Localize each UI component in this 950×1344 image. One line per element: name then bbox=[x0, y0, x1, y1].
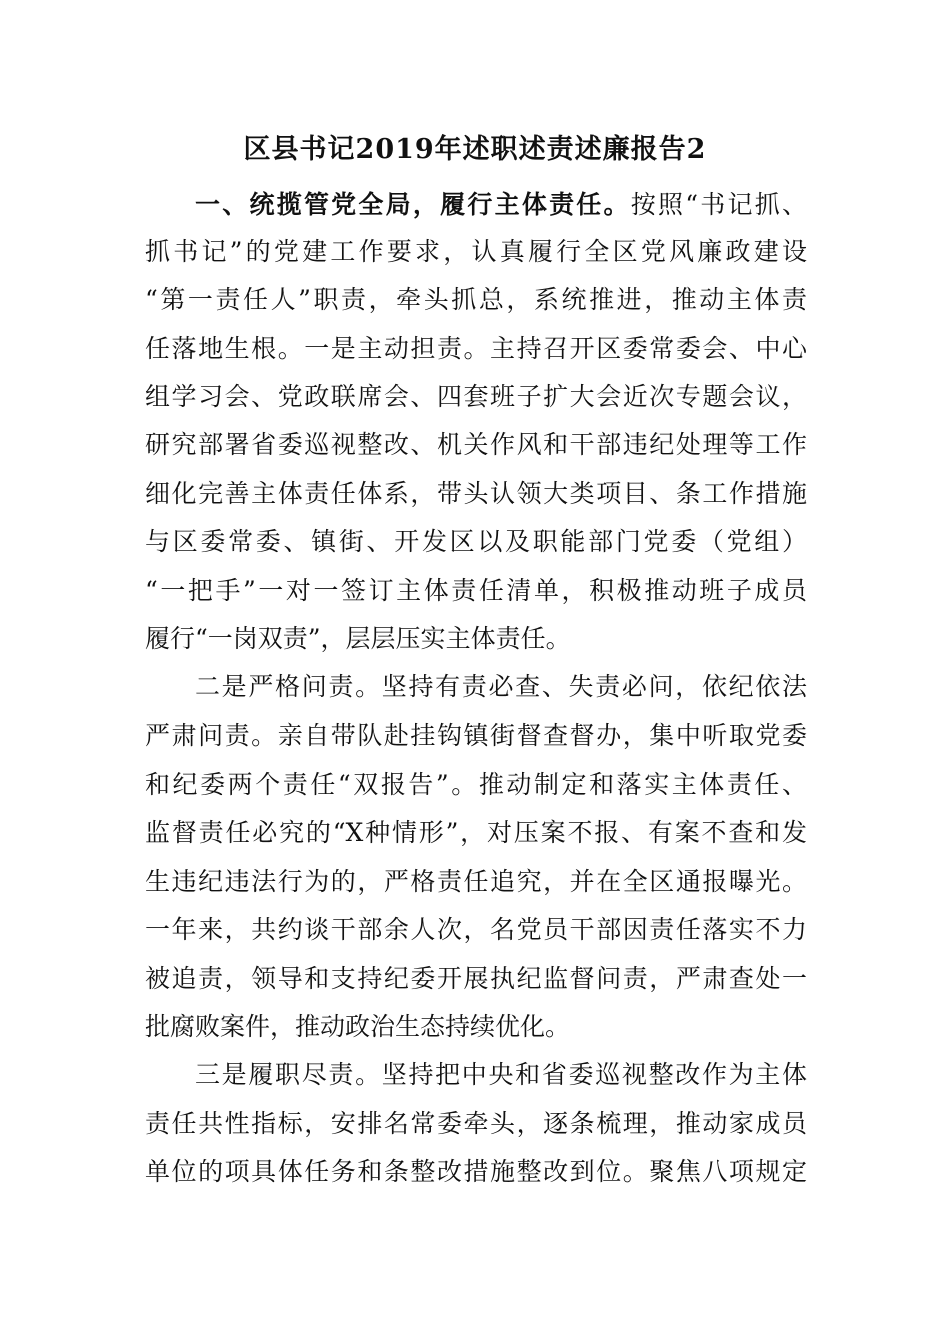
paragraph-line: 和纪委两个责任“双报告”。推动制定和落实主体责任、 bbox=[145, 770, 807, 799]
paragraph-line: 被追责，领导和支持纪委开展执纪监督问责，严肃查处一 bbox=[145, 964, 807, 993]
section-heading: 一、统揽管党全局，履行主体责任。 bbox=[195, 190, 631, 219]
line-text: 按照“书记抓、 bbox=[630, 190, 807, 219]
paragraph-line: 履行“一岗双责”，层层压实主体责任。 bbox=[145, 624, 571, 653]
paragraph-line: 研究部署省委巡视整改、机关作风和干部违纪处理等工作 bbox=[145, 430, 807, 459]
paragraph-line: 严肃问责。亲自带队赴挂钩镇街督查督办，集中听取党委 bbox=[145, 721, 807, 750]
paragraph-line: “第一责任人”职责，牵头抓总，系统推进，推动主体责 bbox=[145, 285, 807, 314]
paragraph-line: 责任共性指标，安排名常委牵头，逐条梳理，推动家成员 bbox=[145, 1109, 807, 1138]
paragraph-line: 任落地生根。一是主动担责。主持召开区委常委会、中心 bbox=[145, 334, 807, 363]
paragraph-line: 二是严格问责。坚持有责必查、失责必问，依纪依法 bbox=[195, 672, 807, 701]
paragraph-line: 一年来，共约谈干部余人次，名党员干部因责任落实不力 bbox=[145, 915, 807, 944]
paragraph-line: 抓书记”的党建工作要求，认真履行全区党风廉政建设 bbox=[145, 237, 807, 266]
paragraph-line: 单位的项具体任务和条整改措施整改到位。聚焦八项规定 bbox=[145, 1157, 807, 1186]
document-title: 区县书记2019年述职述责述廉报告2 bbox=[243, 134, 707, 165]
paragraph-line: 细化完善主体责任体系，带头认领大类项目、条工作措施 bbox=[145, 479, 807, 508]
paragraph-line: “一把手”一对一签订主体责任清单，积极推动班子成员 bbox=[145, 576, 807, 605]
paragraph-line: 监督责任必究的“X种情形”，对压案不报、有案不查和发 bbox=[145, 818, 807, 847]
paragraph-line: 与区委常委、镇街、开发区以及职能部门党委（党组） bbox=[145, 527, 807, 556]
paragraph-line: 三是履职尽责。坚持把中央和省委巡视整改作为主体 bbox=[195, 1060, 807, 1089]
paragraph-line bbox=[195, 185, 807, 225]
paragraph-line: 组学习会、党政联席会、四套班子扩大会近次专题会议， bbox=[145, 382, 807, 411]
paragraph-line: 批腐败案件，推动政治生态持续优化。 bbox=[145, 1012, 571, 1041]
paragraph-line: 生违纪违法行为的，严格责任追究，并在全区通报曝光。 bbox=[145, 867, 807, 896]
